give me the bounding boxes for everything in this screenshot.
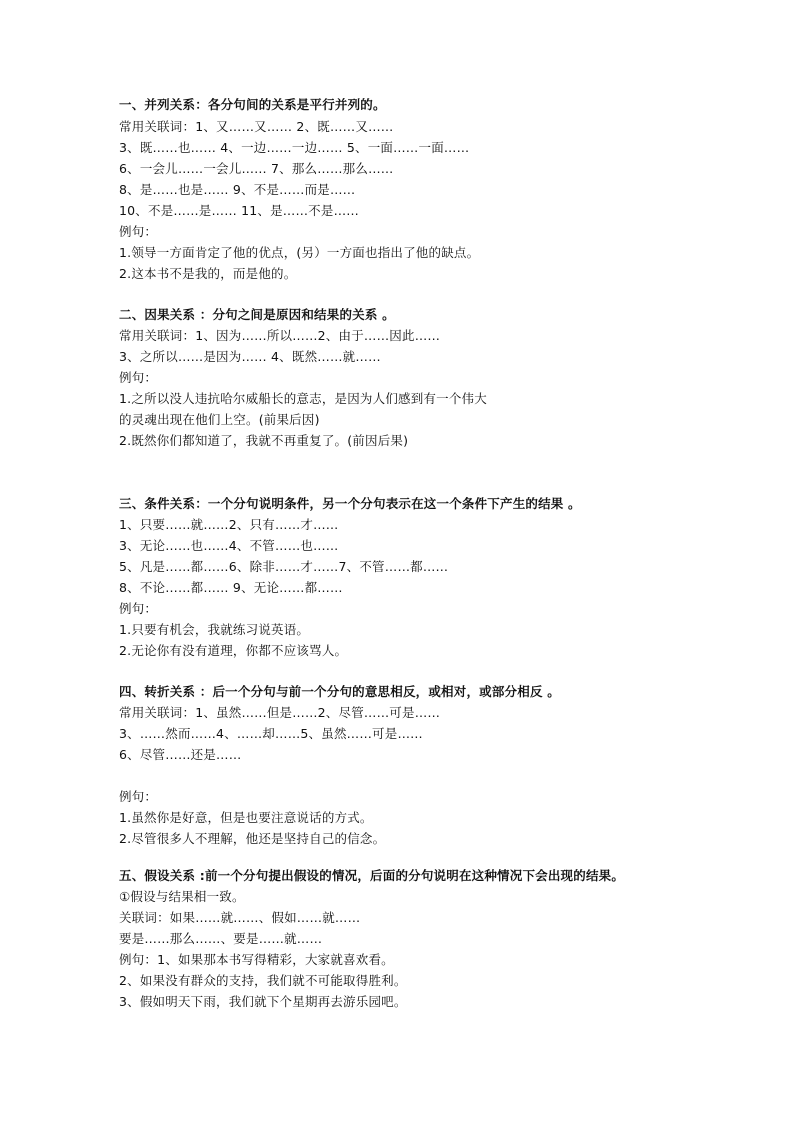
section-2-line: 常用关联词：1、因为……所以……2、由于……因此……	[119, 328, 441, 343]
section-1-line: 1.领导一方面肯定了他的优点，(另）一方面也指出了他的缺点。	[119, 245, 480, 260]
section-5-line: 要是……那么……、要是……就……	[119, 931, 323, 946]
section-2-heading: 二、因果关系 ：分句之间是原因和结果的关系 。	[119, 307, 395, 322]
section-3-line: 3、无论……也……4、不管……也……	[119, 538, 339, 553]
section-4-line: 2.尽管很多人不理解，他还是坚持自己的信念。	[119, 831, 386, 846]
section-1-line: 常用关联词：1、又……又…… 2、既……又……	[119, 119, 394, 134]
section-4-line: 1.虽然你是好意，但是也要注意说话的方式。	[119, 810, 373, 825]
section-4-heading: 四、转折关系 ：后一个分句与前一个分句的意思相反，或相对，或部分相反 。	[119, 684, 560, 699]
section-3-line: 1、只要……就……2、只有……才……	[119, 517, 339, 532]
section-3-heading: 三、条件关系：一个分句说明条件，另一个分句表示在这一个条件下产生的结果 。	[119, 496, 581, 511]
section-5-line: 关联词：如果……就……、假如……就……	[119, 910, 361, 925]
section-2-line: 3、之所以……是因为…… 4、既然……就……	[119, 349, 381, 364]
section-1-line: 6、一会儿……一会儿…… 7、那么……那么……	[119, 161, 394, 176]
section-2-line: 1.之所以没人违抗哈尔威船长的意志，是因为人们感到有一个伟大	[119, 391, 487, 406]
section-4-line: 常用关联词：1、虽然……但是……2、尽管……可是……	[119, 705, 441, 720]
section-2-line: 的灵魂出现在他们上空。(前果后因)	[119, 412, 320, 427]
section-1-line: 例句：	[119, 224, 158, 239]
section-4-line: 例句：	[119, 789, 158, 804]
section-3-line: 例句：	[119, 601, 158, 616]
section-5-line: 3、假如明天下雨，我们就下个星期再去游乐园吧。	[119, 994, 407, 1009]
section-3-line: 2.无论你有没有道理，你都不应该骂人。	[119, 643, 348, 658]
section-4-line: 6、尽管……还是……	[119, 747, 242, 762]
section-5-heading: 五、假设关系 :前一个分句提出假设的情况，后面的分句说明在这种情况下会出现的结果。	[119, 868, 625, 883]
section-2-line: 例句：	[119, 370, 158, 385]
section-1-line: 3、既……也…… 4、一边……一边…… 5、一面……一面……	[119, 140, 470, 155]
section-1-line: 2.这本书不是我的，而是他的。	[119, 266, 297, 281]
section-1-line: 8、是……也是…… 9、不是……而是……	[119, 182, 356, 197]
section-5-line: 2、如果没有群众的支持，我们就不可能取得胜利。	[119, 973, 407, 988]
section-4-line: 3、……然而……4、……却……5、虽然……可是……	[119, 726, 423, 741]
section-1-heading: 一、并列关系：各分句间的关系是平行并列的。	[119, 97, 386, 112]
section-5-line: ①假设与结果相一致。	[119, 889, 245, 904]
section-3-line: 5、凡是……都……6、除非……才……7、不管……都……	[119, 559, 449, 574]
section-2-line: 2.既然你们都知道了，我就不再重复了。(前因后果)	[119, 433, 409, 448]
section-3-line: 8、不论……都…… 9、无论……都……	[119, 580, 343, 595]
section-5-line: 例句：1、如果那本书写得精彩，大家就喜欢看。	[119, 952, 394, 967]
section-3-line: 1.只要有机会，我就练习说英语。	[119, 622, 310, 637]
section-1-line: 10、不是……是…… 11、是……不是……	[119, 203, 359, 218]
